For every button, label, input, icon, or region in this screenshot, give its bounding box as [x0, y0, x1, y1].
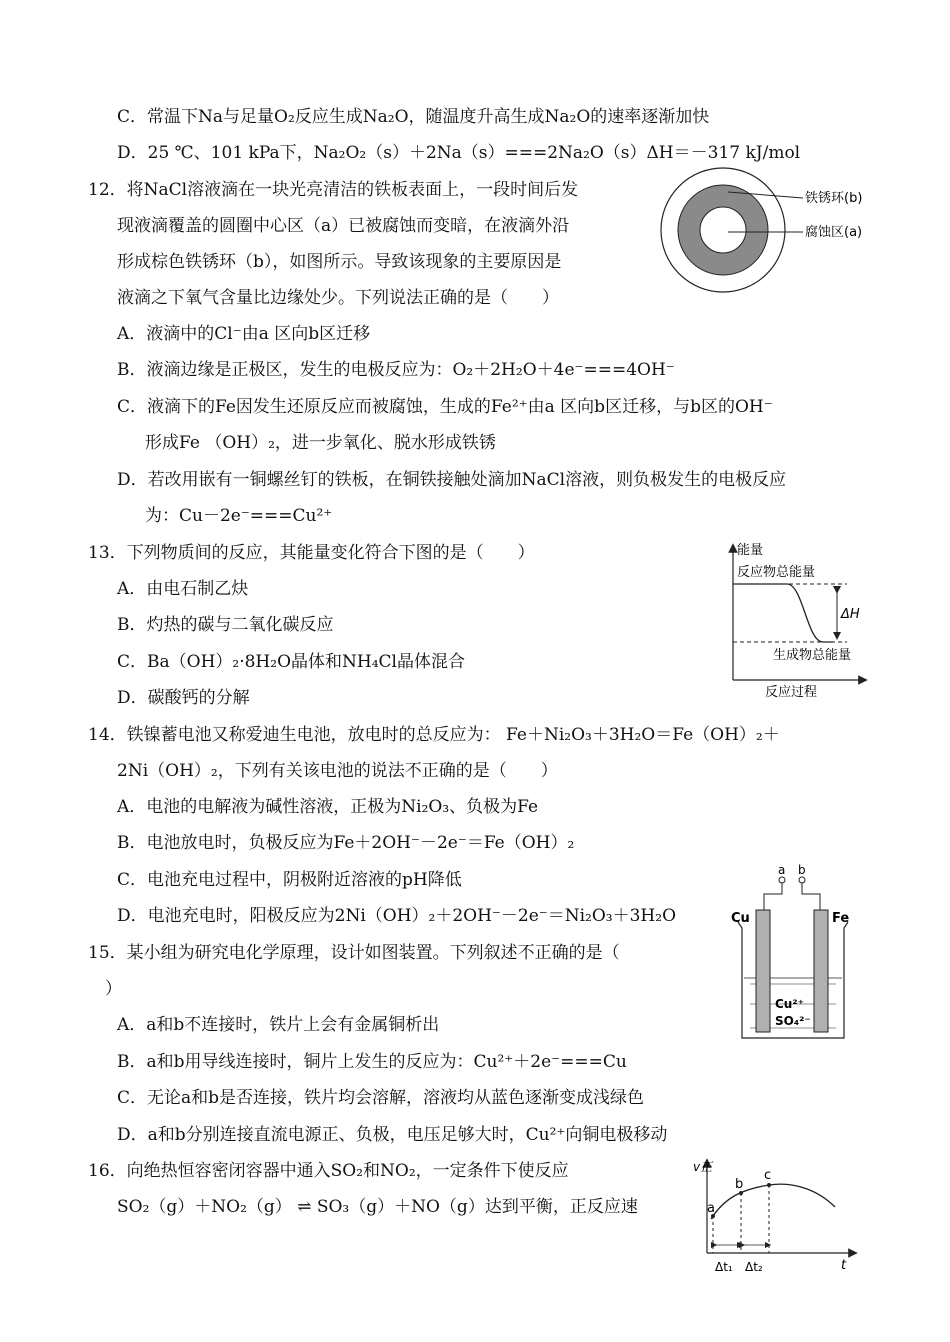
q15-option-b: B．a和b用导线连接时，铜片上发生的反应为：Cu²⁺＋2e⁻===Cu [117, 1052, 627, 1072]
q16-figure-rate-time [695, 1157, 860, 1286]
q16-stem-2: SO₂（g）＋NO₂（g） ⇌ SO₃（g）＋NO（g）达到平衡，正反应速 [117, 1197, 638, 1217]
terminal-a [779, 877, 785, 883]
point-b-label: b [735, 1177, 744, 1192]
q12-option-b: B．液滴边缘是正极区，发生的电极反应为：O₂＋2H₂O＋4e⁻===4OH⁻ [117, 360, 675, 380]
iron-electrode [814, 910, 828, 1032]
iron-label: Fe [832, 911, 850, 926]
delta-h-label: ΔH [841, 607, 860, 622]
q15-option-d: D．a和b分别连接直流电源正、负极，电压足够大时，Cu²⁺向铜电极移动 [117, 1125, 668, 1145]
q14-option-a: A．电池的电解液为碱性溶液，正极为Ni₂O₃、负极为Fe [117, 797, 539, 817]
q15-stem-1: 15．某小组为研究电化学原理，设计如图装置。下列叙述不正确的是（ [88, 943, 620, 963]
q14-option-c: C．电池充电过程中，阴极附近溶液的pH降低 [117, 870, 462, 890]
q13-figure-energy-diagram [725, 538, 875, 702]
wire-right [802, 883, 820, 910]
q11-option-c: C．常温下Na与足量O₂反应生成Na₂O，随温度升高生成Na₂O的速率逐渐加快 [117, 107, 710, 127]
q13-option-a: A．由电石制乙炔 [117, 579, 249, 599]
terminal-a-label: a [778, 863, 786, 877]
q12-option-d1: D．若改用嵌有一铜螺丝钉的铁板，在铜铁接触处滴加NaCl溶液，则负极发生的电极反应 [117, 470, 787, 490]
q13-option-d: D．碳酸钙的分解 [117, 688, 250, 708]
q15-option-a: A．a和b不连接时，铁片上会有金属铜析出 [117, 1015, 440, 1035]
q15-option-c: C．无论a和b是否连接，铁片均会溶解，溶液均从蓝色逐渐变成浅绿色 [117, 1088, 645, 1108]
label-rust-ring: 铁锈环(b) [805, 191, 863, 206]
q14-option-d: D．电池充电时，阳极反应为2Ni（OH）₂＋2OH⁻－2e⁻＝Ni₂O₃＋3H₂O [117, 906, 677, 926]
label-corrosion-zone: 腐蚀区(a) [805, 225, 863, 240]
q12-option-c1: C．液滴下的Fe因发生还原反应而被腐蚀，生成的Fe²⁺由a 区向b区迁移，与b区的OH⁻ [117, 397, 773, 417]
copper-label: Cu [731, 911, 750, 926]
product-energy-label: 生成物总能量 [773, 648, 852, 663]
rate-axis-label: v正 [693, 1160, 713, 1174]
q13-option-b: B．灼热的碳与二氧化碳反应 [117, 615, 334, 635]
point-c-label: c [764, 1168, 772, 1183]
rate-curve [711, 1184, 835, 1219]
time-axis-label: t [841, 1258, 847, 1273]
q13-option-c: C．Ba（OH）₂·8H₂O晶体和NH₄Cl晶体混合 [117, 652, 465, 672]
q12-option-c2: 形成Fe （OH）₂，进一步氧化、脱水形成铁锈 [145, 433, 496, 453]
q12-stem-3: 形成棕色铁锈环（b），如图所示。导致该现象的主要原因是 [117, 252, 562, 272]
terminal-b [799, 877, 805, 883]
copper-electrode [756, 910, 770, 1032]
dt1-label: Δt₁ [715, 1260, 733, 1274]
q12-option-a: A．液滴中的Cl⁻由a 区向b区迁移 [117, 324, 371, 344]
corrosion-center [700, 207, 746, 253]
wire-left [764, 883, 782, 910]
x-axis-label: 反应过程 [765, 685, 818, 700]
q12-option-d2: 为：Cu－2e⁻===Cu²⁺ [145, 506, 333, 526]
q15-figure-electrochemical-cell [728, 862, 858, 1048]
reactant-energy-label: 反应物总能量 [737, 565, 816, 580]
q12-stem-2: 现液滴覆盖的圆圈中心区（a）已被腐蚀而变暗，在液滴外沿 [117, 216, 570, 236]
q15-stem-2: ） [105, 979, 122, 999]
dt2-label: Δt₂ [745, 1260, 763, 1274]
q14-option-b: B．电池放电时，负极反应为Fe＋2OH⁻－2e⁻＝Fe（OH）₂ [117, 833, 575, 853]
point-a-label: a [707, 1201, 715, 1216]
q12-stem-1: 12．将NaCl溶液滴在一块光亮清洁的铁板表面上，一段时间后发 [88, 180, 579, 200]
terminal-b-label: b [798, 863, 806, 877]
q14-stem-2: 2Ni（OH）₂，下列有关该电池的说法不正确的是（ ） [117, 761, 558, 781]
q12-figure-corrosion-rings [660, 160, 890, 304]
y-axis-label: 能量 [737, 543, 764, 558]
q16-stem-1: 16．向绝热恒容密闭容器中通入SO₂和NO₂，一定条件下使反应 [88, 1161, 569, 1181]
q12-stem-4: 液滴之下氧气含量比边缘处少。下列说法正确的是（ ） [117, 288, 559, 308]
copper-ion-label: Cu²⁺ [775, 997, 804, 1011]
energy-curve [733, 584, 833, 642]
sulfate-ion-label: SO₄²⁻ [775, 1014, 811, 1028]
q14-stem-1: 14．铁镍蓄电池又称爱迪生电池，放电时的总反应为： Fe＋Ni₂O₃＋3H₂O＝Fe（OH）₂＋ [88, 725, 780, 745]
q13-stem: 13．下列物质间的反应，其能量变化符合下图的是（ ） [88, 543, 535, 563]
q11-option-d: D．25 ℃、101 kPa下，Na₂O₂（s）＋2Na（s）===2Na₂O（s）ΔH＝－317 kJ/mol [117, 143, 801, 163]
